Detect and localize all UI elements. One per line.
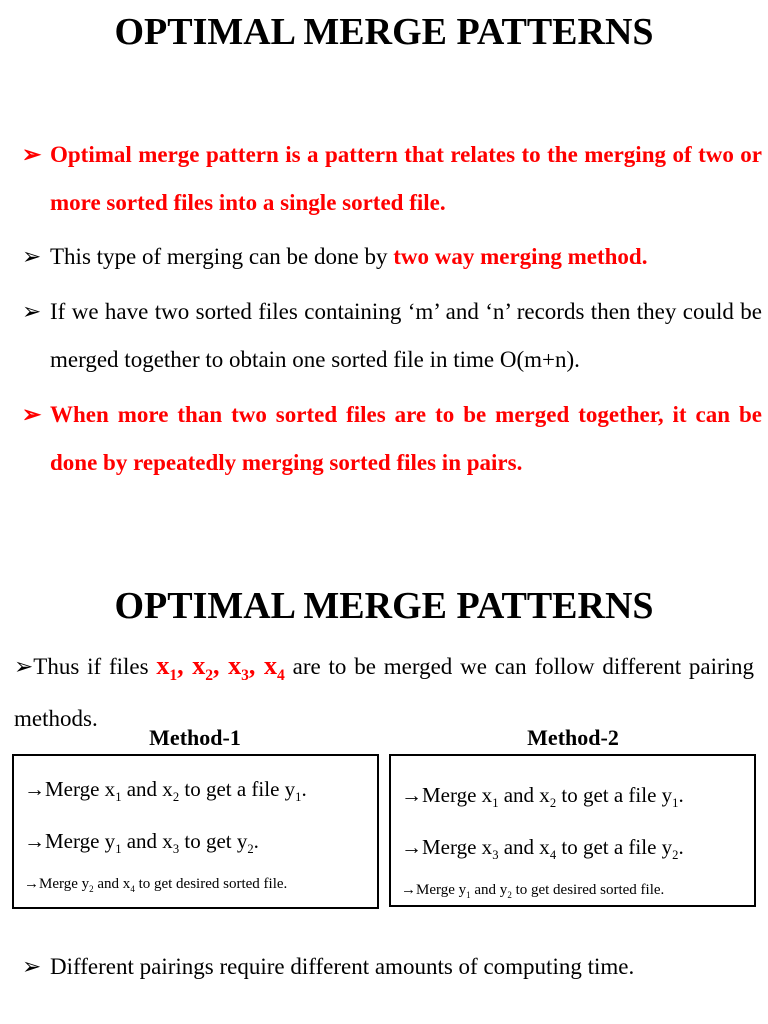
slide1-bullet-1 xyxy=(22,131,762,227)
step-text: . xyxy=(253,829,259,853)
bullet-4-text: When more than two sorted files are to be merged together, it can be done by repeatedly merging sorted files in pairs. xyxy=(50,402,762,475)
file-x1-sub: 1 xyxy=(169,667,178,685)
step-text: to get a file y xyxy=(179,777,296,801)
step-sub: 1 xyxy=(672,796,679,811)
file-x1-base: x xyxy=(156,651,170,680)
intro-suffix: are to be merged we can follow different pairing methods. xyxy=(14,654,755,731)
slide1-bullet-2 xyxy=(22,233,762,281)
bullet-2-text xyxy=(50,233,762,281)
step-sub: 2 xyxy=(672,848,679,863)
step-text: to get a file y xyxy=(556,835,673,859)
method-1-step-3 xyxy=(24,874,287,894)
bullet-2-plain: This type of merging can be done by xyxy=(50,244,394,269)
step-text: to get a file y xyxy=(556,783,673,807)
step-text: and x xyxy=(498,835,550,859)
arrow-right-icon: → xyxy=(24,876,39,892)
slide1-title: OPTIMAL MERGE PATTERNS xyxy=(114,11,654,53)
method-2-box xyxy=(389,754,756,907)
bullet-3-text: If we have two sorted files containing ‘m’ and ‘n’ records then they could be merged together to obtain one sorted file in time O(m+n). xyxy=(50,299,762,372)
bullet-marker-icon: ➢ xyxy=(22,299,42,324)
step-sub: 4 xyxy=(130,884,135,894)
method-1-step-1 xyxy=(24,776,307,805)
step-text: and x xyxy=(498,783,550,807)
step-text: to get y xyxy=(179,829,248,853)
step-sub: 3 xyxy=(172,842,180,857)
step-text: . xyxy=(678,835,684,859)
method-2-step-1 xyxy=(401,782,684,811)
step-text: . xyxy=(678,783,684,807)
method-2-step-3 xyxy=(401,880,664,900)
bullet-marker-icon: ➢ xyxy=(22,244,42,269)
method-1-step-2 xyxy=(24,828,259,857)
slide2-closing-bullet xyxy=(22,943,762,991)
file-x4-sub: 4 xyxy=(277,667,285,685)
step-text: and y xyxy=(470,882,508,898)
step-sub: 2 xyxy=(247,842,254,857)
bullet-2-emphasis: two way merging method. xyxy=(393,244,648,269)
file-separator: , xyxy=(248,651,264,680)
bullet-1-text: Optimal merge pattern is a pattern that relates to the merging of two or more sorted files into a single sorted file. xyxy=(50,142,762,215)
method-2-step-2 xyxy=(401,834,684,863)
method-1-heading: Method-1 xyxy=(149,725,241,750)
step-sub: 1 xyxy=(466,890,471,900)
file-x3-base: x xyxy=(228,651,242,680)
step-sub: 1 xyxy=(295,790,302,805)
step-sub: 1 xyxy=(115,790,122,805)
step-text: Merge x xyxy=(45,777,116,801)
file-x2-base: x xyxy=(192,651,206,680)
step-sub: 2 xyxy=(549,796,557,811)
arrow-right-icon: → xyxy=(401,783,422,807)
slide2-title: OPTIMAL MERGE PATTERNS xyxy=(114,585,654,627)
step-sub: 1 xyxy=(492,796,499,811)
file-list xyxy=(156,651,285,685)
file-x2-sub: 2 xyxy=(205,667,214,685)
step-sub: 4 xyxy=(549,848,557,863)
step-text: Merge y xyxy=(416,882,467,898)
method-2-heading: Method-2 xyxy=(527,725,619,750)
step-text: Merge y xyxy=(45,829,116,853)
step-sub: 3 xyxy=(492,848,499,863)
bullet-marker-icon: ➢ xyxy=(22,402,42,427)
step-text: and x xyxy=(93,876,131,892)
step-text: and x xyxy=(121,829,173,853)
step-sub: 2 xyxy=(172,790,180,805)
bullet-marker-icon: ➢ xyxy=(22,142,42,167)
file-x4-base: x xyxy=(264,651,277,680)
bullet-marker-icon: ➢ xyxy=(22,954,42,979)
slide1-bullet-4 xyxy=(22,391,762,487)
step-text: Merge x xyxy=(422,783,493,807)
intro-prefix: ➢Thus if files xyxy=(14,654,157,679)
step-text: Merge x xyxy=(422,835,493,859)
closing-text: Different pairings require different amounts of computing time. xyxy=(50,954,635,979)
step-text: to get desired sorted file. xyxy=(511,882,665,898)
slide1-bullet-3 xyxy=(22,288,762,384)
step-text: Merge y xyxy=(39,876,90,892)
step-sub: 1 xyxy=(115,842,122,857)
step-text: . xyxy=(301,777,307,801)
file-separator: , xyxy=(177,651,193,680)
file-separator: , xyxy=(213,651,229,680)
step-sub: 2 xyxy=(507,890,512,900)
file-x3-sub: 3 xyxy=(241,667,249,685)
step-sub: 2 xyxy=(89,884,94,894)
arrow-right-icon: → xyxy=(401,835,422,859)
arrow-right-icon: → xyxy=(401,882,416,898)
step-text: to get desired sorted file. xyxy=(134,876,288,892)
arrow-right-icon: → xyxy=(24,829,45,853)
method-1-box xyxy=(12,754,379,909)
arrow-right-icon: → xyxy=(24,777,45,801)
step-text: and x xyxy=(121,777,173,801)
